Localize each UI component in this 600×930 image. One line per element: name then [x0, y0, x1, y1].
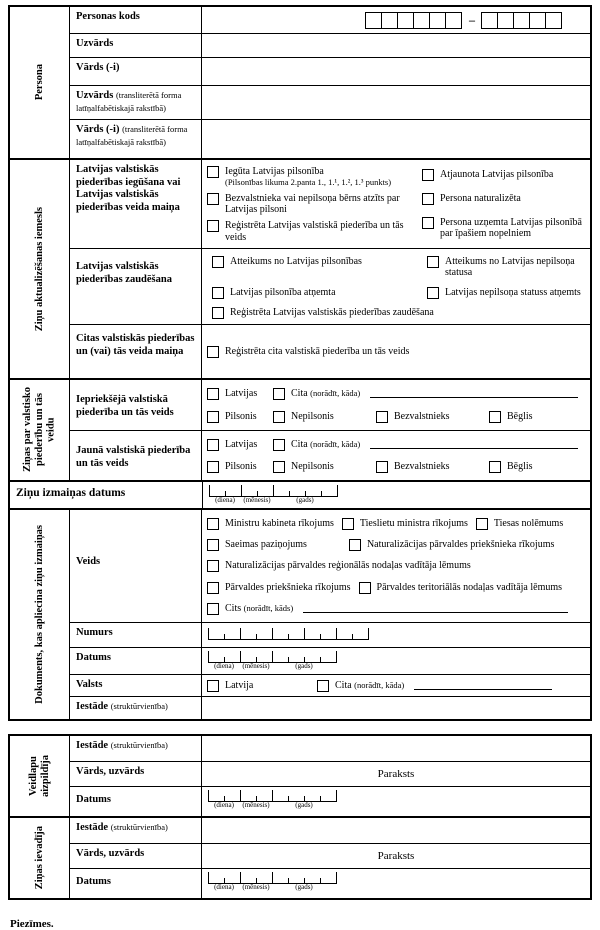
- vards-label: Vārds (-i): [70, 58, 202, 85]
- personas-kods-separator: –: [469, 12, 475, 27]
- checkbox-new-bezvalstnieks[interactable]: [376, 461, 388, 473]
- row-ievadija-vards: [70, 843, 590, 868]
- menesis-label: (mēnesis): [242, 662, 270, 670]
- numurs-field[interactable]: [208, 628, 590, 640]
- piederiba-section-label: Ziņas par valstisko piederību un tās veidu: [21, 387, 57, 473]
- diena-label: (diena): [214, 883, 234, 891]
- numurs-comb[interactable]: [208, 628, 590, 640]
- option-new-beglis: Bēglis: [489, 460, 533, 473]
- row-uzvards-translit: [70, 85, 590, 119]
- checkbox-prev-nepilsonis[interactable]: [273, 411, 285, 423]
- row-vards: [70, 57, 590, 85]
- option-prev-cita: Cita (norādīt, kāda): [273, 387, 586, 400]
- row-veids: [70, 510, 590, 622]
- option-parvaldes-teritorialas-nodalas-lemums: Pārvaldes teritoriālās nodaļas vadītāja lēmums: [359, 581, 563, 594]
- checkbox-persona-naturalizeta[interactable]: [422, 193, 434, 205]
- uzvards-translit-input-cell[interactable]: [202, 86, 590, 119]
- option-atteikums-nepilsona-statusa: Atteikums no Latvijas nepilsoņa statusa: [421, 255, 586, 279]
- option-registreta-piederiba: Reģistrēta Latvijas valstiskā piederība un tās veids: [207, 219, 416, 243]
- section-iemesls: [10, 158, 590, 378]
- checkbox-atteikums-nepilsona-statusa[interactable]: [427, 256, 439, 268]
- checkbox-registreta-piederiba[interactable]: [207, 220, 219, 232]
- checkbox-prev-cita[interactable]: [273, 388, 285, 400]
- piezimes-label: Piezīmes.: [10, 918, 54, 930]
- checkbox-cits-dokuments[interactable]: [207, 603, 219, 615]
- piederibas-zaudesana-label: Latvijas valstiskās piederības zaudēšana: [70, 249, 202, 324]
- option-atteikums-pilsonibas: Atteikums no Latvijas pilsonības: [207, 255, 421, 279]
- checkbox-saeimas-pazinojums[interactable]: [207, 539, 219, 551]
- checkbox-new-beglis[interactable]: [489, 461, 501, 473]
- row-jauna-piederiba: [70, 430, 590, 480]
- row-piederibas-zaudesana: [70, 248, 590, 324]
- option-uznemta-par-nopelniem: Persona uzņemta Latvijas pilsonībā par īpašiem nopelniem: [422, 216, 586, 240]
- iemesls-section-label: Ziņu aktualizēšanas iemesls: [33, 206, 45, 332]
- option-new-bezvalstnieks: Bezvalstnieks: [376, 460, 489, 473]
- aizpildija-iestade-input-cell[interactable]: [202, 736, 590, 761]
- aizpildija-datums-label: Datums: [70, 787, 202, 816]
- option-cits-dokuments: Cits (norādīt, kāds): [207, 602, 586, 615]
- option-prev-nepilsonis: Nepilsonis: [273, 410, 376, 423]
- ievadija-paraksts-cell[interactable]: [202, 844, 590, 868]
- diena-label: (diena): [214, 662, 234, 670]
- uzvards-translit-label: Uzvārds (transliterētā forma latīņalfabētiskajā rakstībā): [70, 86, 202, 119]
- section-piederiba: [10, 378, 590, 480]
- checkbox-new-latvijas[interactable]: [207, 439, 219, 451]
- numurs-label: Numurs: [70, 623, 202, 647]
- option-persona-naturalizeta: Persona naturalizēta: [422, 192, 586, 205]
- option-saeimas-pazinojums: Saeimas paziņojums: [207, 538, 307, 551]
- aizpildija-iestade-label: Iestāde (struktūrvienība): [70, 736, 202, 761]
- option-valsts-latvija: Latvija: [207, 679, 317, 692]
- checkbox-valsts-latvija[interactable]: [207, 680, 219, 692]
- gads-label: (gads): [296, 496, 314, 504]
- aizpildija-section-label: Veidlapu aizpildīja: [27, 755, 51, 798]
- piederiba-section-label-cell: [10, 380, 70, 480]
- checkbox-registreta-cita-piederiba[interactable]: [207, 346, 219, 358]
- vards-translit-label: Vārds (-i) (transliterētā forma latīņalfabētiskajā rakstībā): [70, 120, 202, 158]
- option-ministru-kabineta-rikojums: Ministru kabineta rīkojums: [207, 517, 334, 530]
- vards-input-cell[interactable]: [202, 58, 590, 85]
- row-zinu-izmainas-datums: [10, 480, 590, 508]
- row-personas-kods: [70, 7, 590, 33]
- dokumenta-datums-label: Datums: [70, 648, 202, 674]
- option-new-pilsonis: Pilsonis: [207, 460, 273, 473]
- row-numurs: [70, 622, 590, 647]
- checkbox-prev-bezvalstnieks[interactable]: [376, 411, 388, 423]
- row-uzvards: [70, 33, 590, 57]
- gads-label: (gads): [295, 662, 313, 670]
- option-naturalizacijas-regionalas-nodalas-lemums: Naturalizācijas pārvaldes reģionālās nodaļas vadītāja lēmums: [207, 559, 586, 572]
- option-new-cita: Cita (norādīt, kāda): [273, 438, 586, 451]
- ievadija-iestade-input-cell[interactable]: [202, 818, 590, 843]
- personas-kods-boxes-first[interactable]: [366, 12, 462, 29]
- row-ievadija-iestade: [70, 818, 590, 843]
- persona-section-label: Persona: [33, 64, 45, 101]
- uzvards-label: Uzvārds: [70, 34, 202, 57]
- cits-dokuments-writein-line[interactable]: [303, 602, 568, 613]
- aizpildija-vards-label: Vārds, uzvārds: [70, 762, 202, 786]
- option-prev-pilsonis: Pilsonis: [207, 410, 273, 423]
- ievadija-section-label: Ziņas ievadīja: [33, 826, 45, 890]
- section-persona: [10, 7, 590, 158]
- persona-section-label-cell: [10, 7, 70, 158]
- menesis-label: (mēnesis): [243, 496, 271, 504]
- section-veidlapu-aizpildija: [10, 736, 590, 816]
- checkbox-tieslietu-ministra-rikojums[interactable]: [342, 518, 354, 530]
- signature-table: [8, 734, 592, 900]
- option-ieguta-latvijas-pilsoniba: Iegūta Latvijas pilsonība (Pilsonības likuma 2.panta 1., 1.¹, 1.², 1.³ punkts): [207, 165, 416, 189]
- ievadija-section-label-cell: [10, 818, 70, 898]
- dokumenta-datums-field[interactable]: [208, 651, 590, 671]
- checkbox-atjaunota-pilsoniba[interactable]: [422, 169, 434, 181]
- checkbox-ieguta-latvijas-pilsoniba[interactable]: [207, 166, 219, 178]
- veids-label: Veids: [70, 510, 202, 622]
- ievadija-datums-label: Datums: [70, 869, 202, 898]
- option-naturalizacijas-parvaldes-prieksnieka-rikojums: Naturalizācijas pārvaldes priekšnieka rīkojums: [349, 538, 554, 551]
- gads-label: (gads): [295, 801, 313, 809]
- checkbox-ministru-kabineta-rikojums[interactable]: [207, 518, 219, 530]
- option-tieslietu-ministra-rikojums: Tieslietu ministra rīkojums: [342, 517, 468, 530]
- section-zinas-ievadija: [10, 816, 590, 898]
- checkbox-nepilsona-statuss-atnemts[interactable]: [427, 287, 439, 299]
- aizpildija-section-label-cell: [10, 736, 70, 816]
- checkbox-prev-beglis[interactable]: [489, 411, 501, 423]
- menesis-label: (mēnesis): [242, 801, 270, 809]
- personas-kods-field[interactable]: [202, 7, 590, 33]
- prev-cita-writein-line[interactable]: [370, 387, 578, 398]
- dokuments-section-label: Dokuments, kas apliecina ziņu izmaiņas: [33, 525, 45, 704]
- checkbox-parvaldes-teritorialas-nodalas-lemums[interactable]: [359, 582, 371, 594]
- row-dokumenta-datums: [70, 647, 590, 674]
- checkbox-bezvalstnieka-berns[interactable]: [207, 193, 219, 205]
- checkbox-tiesas-nolemums[interactable]: [476, 518, 488, 530]
- row-ievadija-datums: [70, 868, 590, 898]
- ievadija-vards-label: Vārds, uzvārds: [70, 844, 202, 868]
- checkbox-prev-latvijas[interactable]: [207, 388, 219, 400]
- citas-piederibas-maina-label: Citas valstiskās piederības un (vai) tās veida maiņa: [70, 325, 202, 378]
- checkbox-naturalizacijas-regionalas-nodalas-lemums[interactable]: [207, 560, 219, 572]
- valsts-cita-writein-line[interactable]: [414, 679, 552, 690]
- dokumenta-iestade-input-cell[interactable]: [202, 697, 590, 719]
- row-vards-translit: [70, 119, 590, 158]
- piederibas-iegusana-label: Latvijas valstiskās piederības iegūšana vai Latvijas valstiskās piederības veida maiņa: [70, 160, 202, 248]
- valsts-label: Valsts: [70, 675, 202, 696]
- diena-label: (diena): [215, 496, 235, 504]
- gads-label: (gads): [295, 883, 313, 891]
- checkbox-atteikums-pilsonibas[interactable]: [212, 256, 224, 268]
- checkbox-valsts-cita[interactable]: [317, 680, 329, 692]
- row-piederibas-iegusana: [70, 160, 590, 248]
- option-atjaunota-pilsoniba: Atjaunota Latvijas pilsonība: [422, 168, 586, 181]
- section-dokuments: [10, 508, 590, 719]
- personas-kods-label: Personas kods: [70, 7, 202, 33]
- option-tiesas-nolemums: Tiesas nolēmums: [476, 517, 563, 530]
- ievadija-paraksts-label: Paraksts: [377, 850, 415, 862]
- vards-translit-input-cell[interactable]: [202, 120, 590, 158]
- checkbox-registreta-zaudesana[interactable]: [212, 307, 224, 319]
- main-form-table: [8, 5, 592, 721]
- checkbox-new-cita[interactable]: [273, 439, 285, 451]
- ievadija-datums-field[interactable]: [208, 872, 590, 892]
- checkbox-new-nepilsonis[interactable]: [273, 461, 285, 473]
- checkbox-parvaldes-prieksnieka-rikojums[interactable]: [207, 582, 219, 594]
- aizpildija-paraksts-label: Paraksts: [377, 768, 415, 780]
- option-nepilsona-statuss-atnemts: Latvijas nepilsoņa statuss atņemts: [421, 286, 586, 299]
- option-prev-beglis: Bēglis: [489, 410, 533, 423]
- new-cita-writein-line[interactable]: [370, 438, 578, 449]
- option-parvaldes-prieksnieka-rikojums: Pārvaldes priekšnieka rīkojums: [207, 581, 351, 594]
- row-aizpildija-vards: [70, 761, 590, 786]
- row-valsts: [70, 674, 590, 696]
- row-ieprieksela-piederiba: [70, 380, 590, 430]
- row-aizpildija-datums: [70, 786, 590, 816]
- option-valsts-cita: Cita (norādīt, kāda): [317, 679, 590, 692]
- ievadija-iestade-label: Iestāde (struktūrvienība): [70, 818, 202, 843]
- aizpildija-datums-field[interactable]: [208, 790, 590, 810]
- checkbox-pilsoniba-atnemta[interactable]: [212, 287, 224, 299]
- uzvards-input-cell[interactable]: [202, 34, 590, 57]
- option-new-latvijas: Latvijas: [207, 438, 273, 451]
- checkbox-new-pilsonis[interactable]: [207, 461, 219, 473]
- personas-kods-boxes-second[interactable]: [482, 12, 562, 29]
- checkbox-prev-pilsonis[interactable]: [207, 411, 219, 423]
- iemesls-section-label-cell: [10, 160, 70, 378]
- zinu-izmainas-datums-field[interactable]: [209, 485, 590, 505]
- checkbox-naturalizacijas-parvaldes-prieksnieka-rikojums[interactable]: [349, 539, 361, 551]
- option-new-nepilsonis: Nepilsonis: [273, 460, 376, 473]
- option-prev-latvijas: Latvijas: [207, 387, 273, 400]
- row-aizpildija-iestade: [70, 736, 590, 761]
- dokuments-section-label-cell: [10, 510, 70, 719]
- option-registreta-cita-piederiba: Reģistrēta cita valstiskā piederība un tās veids: [207, 345, 409, 358]
- option-registreta-zaudesana: Reģistrēta Latvijas valstiskās piederības zaudēšana: [207, 306, 586, 319]
- jauna-piederiba-label: Jaunā valstiskā piederība un tās veids: [70, 431, 202, 480]
- zinu-izmainas-datums-label: Ziņu izmaiņas datums: [10, 482, 203, 508]
- menesis-label: (mēnesis): [242, 883, 270, 891]
- dokumenta-iestade-label: Iestāde (struktūrvienība): [70, 697, 202, 719]
- row-citas-piederibas-maina: [70, 324, 590, 378]
- option-prev-bezvalstnieks: Bezvalstnieks: [376, 410, 489, 423]
- checkbox-uznemta-par-nopelniem[interactable]: [422, 217, 434, 229]
- aizpildija-paraksts-cell[interactable]: [202, 762, 590, 786]
- row-dokumenta-iestade: [70, 696, 590, 719]
- diena-label: (diena): [214, 801, 234, 809]
- ieprieksela-piederiba-label: Iepriekšējā valstiskā piederība un tās veids: [70, 380, 202, 430]
- option-pilsoniba-atnemta: Latvijas pilsonība atņemta: [207, 286, 421, 299]
- option-bezvalstnieka-berns: Bezvalstnieka vai nepilsoņa bērns atzīts par Latvijas pilsoni: [207, 192, 416, 216]
